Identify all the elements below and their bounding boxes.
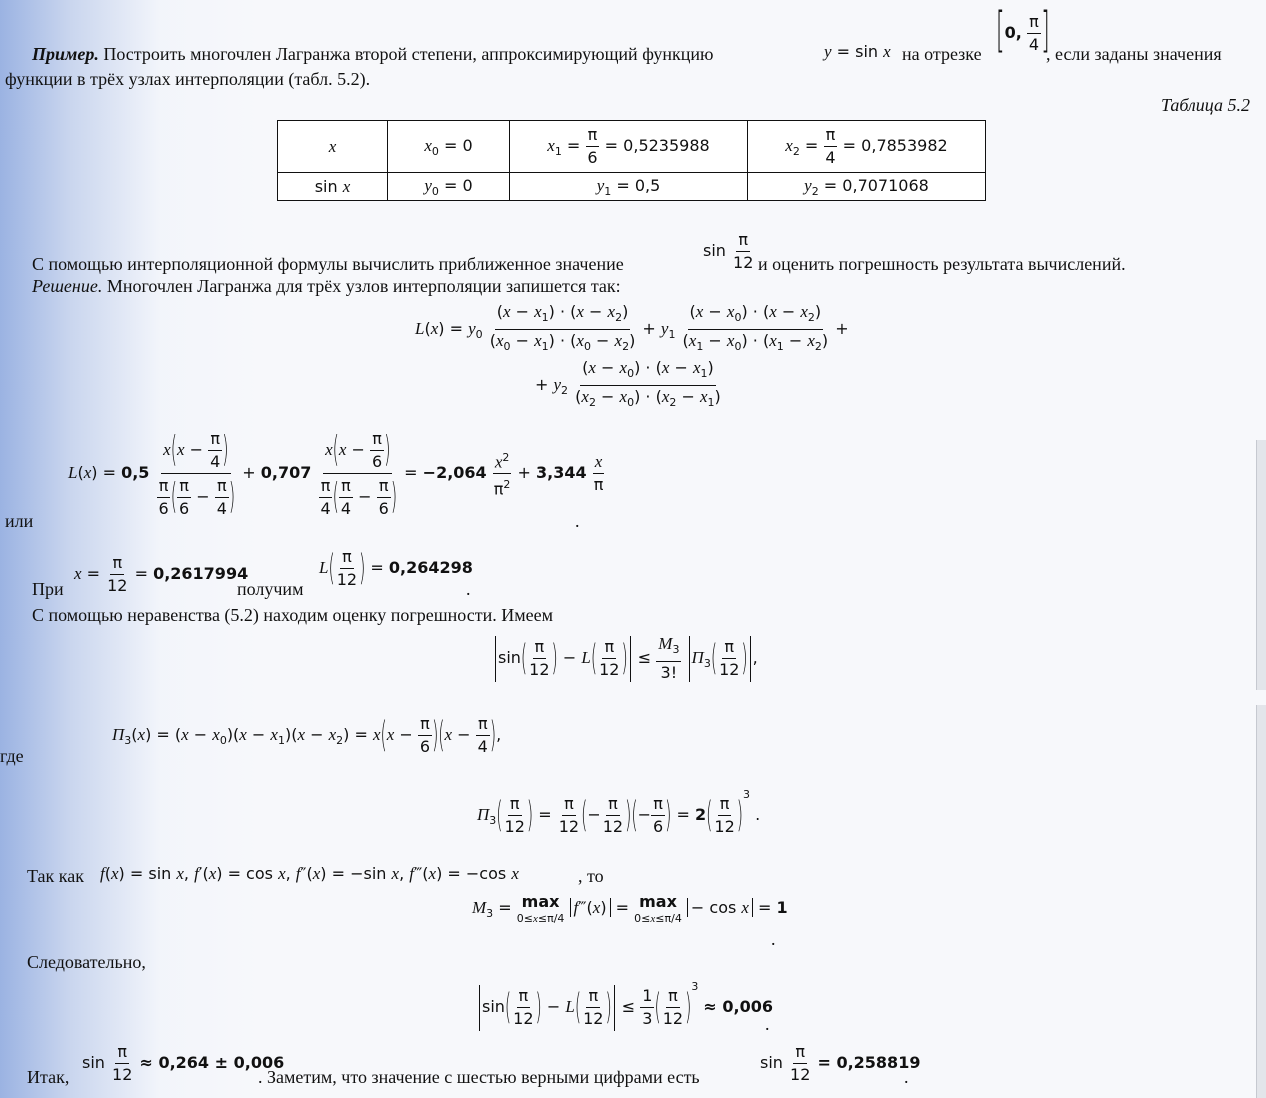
- task-text-1: С помощью интерполяционной формулы вычислить приближенное значение: [32, 254, 624, 274]
- intro-line-2: функции в трёх узлах интерполяции (табл. 5.2).: [5, 69, 371, 89]
- solution-text: Многочлен Лагранжа для трёх узлов интерполяции запишется так:: [106, 276, 621, 296]
- pi3-definition: $П_3(x) = (x - x_0)(x - x_1)(x - x_2) = x(x$ − $\frac{\pi}{6}$ )(x − $\frac{\pi}{4}$ ),: [112, 713, 502, 756]
- solution-label: Решение.: [32, 276, 103, 296]
- cell-y0: $y_0 = 0$: [388, 173, 510, 201]
- lagrange-substituted: L(x) = 0,5 x(x − $\frac{\pi}{4}$ ) $\frac{\pi}{6}$ ( $\frac{\pi}{6}$ − $\frac{\pi}{4}$ ) + 0,707 x(x − $\frac{\pi}{6}$ ) $\frac{\pi}{4}$ ( $\frac{\pi}{4}$ − $\frac{\pi}{6}$ ) = −2,064 $\frac{x^2}{\pi^2}$ + 3,344 $\frac{x}{\pi}$: [68, 428, 604, 518]
- cube-exponent: 3: [743, 788, 750, 801]
- table-row: [278, 173, 986, 201]
- m3-formula: $M_3$ = max 0≤x≤π/4 f‴(x) = max 0≤x≤π/4 − cos x = 1: [472, 892, 788, 925]
- final-approx: sin $\frac{\pi}{12}$ ≈ 0,264 ± 0,006: [82, 1042, 285, 1084]
- error-estimate: ≈ 0,006: [703, 997, 773, 1016]
- cell-y2: $y_2 = 0,7071068$: [748, 173, 986, 201]
- l-value-formula: L( $\frac{\pi}{12}$ ) = 0,264298: [319, 546, 473, 589]
- period: .: [466, 579, 471, 599]
- final-inequality: sin( $\frac{\pi}{12}$ ) − L( $\frac{\pi}{12}$ ) ≤ $\frac{1}{3}$ ( $\frac{\pi}{12}$ )$^3$ ≈ 0,006: [477, 980, 773, 1031]
- inequality-text: С помощью неравенства (5.2) находим оценку погрешности. Имеем: [32, 605, 553, 625]
- coef-two: 2: [695, 805, 707, 824]
- lagrange-formula-line-1: $L(x) = y_0$ $\frac{(x - x_1) \cdot (x - x_2)}{(x_0 - x_1) \cdot (x_0 - x_2)}$ + $y_1$ $\frac{(x - x_0) \cdot (x - x_2)}{(x_1 - x_0) \cdot (x_1 - x_2)}$ +: [415, 302, 849, 353]
- period: .: [771, 929, 776, 949]
- intro-function: y = sin x: [824, 42, 891, 61]
- word-pri: При: [32, 579, 64, 599]
- table-caption: Таблица 5.2: [1160, 95, 1250, 115]
- error-inequality: sin( $\frac{\pi}{12}$ ) − L( $\frac{\pi}{12}$ ) ≤ $\frac{M_3}{3!}$ $П_3$( $\frac{\pi}{12}$ ) ,: [493, 634, 758, 683]
- interval-formula: [0, $\frac{\pi}{4}$ ]: [996, 4, 1050, 59]
- table-row: [278, 121, 986, 173]
- intro-text-2: на отрезке: [902, 44, 982, 64]
- period: .: [765, 1014, 770, 1034]
- x-value: 0,2617994: [153, 564, 249, 583]
- cell-x1: $x_1$ = $\frac{\pi}{6}$ = 0,5235988: [510, 121, 748, 173]
- word-itak: Итак,: [27, 1067, 70, 1087]
- word-poluchim: получим: [237, 579, 304, 599]
- derivatives: f(x) = sin x, f′(x) = cos x, f″(x) = −sin x, f‴(x) = −cos x: [100, 864, 519, 883]
- scrollbar-upper[interactable]: [1256, 440, 1266, 690]
- word-tak-kak: Так как: [27, 866, 84, 886]
- m3-value: 1: [776, 898, 788, 917]
- coef-05: 0,5: [121, 463, 150, 482]
- zametim-text: . Заметим, что значение с шестью верными цифрами есть: [258, 1067, 700, 1087]
- cell-x0: $x_0 = 0$: [388, 121, 510, 173]
- intro-line-1: [32, 44, 714, 65]
- exact-value: sin $\frac{\pi}{12}$ = 0,258819: [760, 1042, 921, 1084]
- word-gde: где: [0, 746, 24, 766]
- solution-line: [32, 276, 621, 297]
- cell-x2: $x_2$ = $\frac{\pi}{4}$ = 0,7853982: [748, 121, 986, 173]
- l-value: 0,264298: [388, 558, 473, 577]
- cell-x-header: x: [278, 121, 388, 173]
- scrollbar-lower[interactable]: [1256, 705, 1266, 1098]
- period: .: [904, 1067, 909, 1087]
- cell-sin-header: sin x: [278, 173, 388, 201]
- word-ili: или: [5, 511, 34, 531]
- word-sledovatelno: Следовательно,: [27, 952, 146, 972]
- task-sin-expr: sin $\frac{\pi}{12}$: [703, 230, 754, 272]
- task-text-2: и оценить погрешность результата вычислений.: [758, 254, 1126, 274]
- exact-value-number: = 0,258819: [817, 1053, 921, 1072]
- lagrange-formula-line-2: + $y_2$ $\frac{(x - x_0) \cdot (x - x_1)}{(x_2 - x_0) \cdot (x_2 - x_1)}$: [535, 358, 721, 409]
- coef-0707: 0,707: [260, 463, 312, 482]
- nodes-table: [277, 120, 986, 201]
- coef-b: 3,344: [536, 463, 587, 482]
- pi3-value: $П_3$( $\frac{\pi}{12}$ ) = $\frac{\pi}{12}$ (− $\frac{\pi}{12}$ )(− $\frac{\pi}{6}$ ) = 2( $\frac{\pi}{12}$ )$^3$ .: [477, 788, 761, 836]
- word-to: , то: [578, 866, 604, 886]
- example-label: Пример.: [32, 44, 99, 64]
- coef-a: −2,064: [422, 463, 487, 482]
- x-value-formula: x = $\frac{\pi}{12}$ = 0,2617994: [74, 553, 249, 595]
- final-approx-value: ≈ 0,264 ± 0,006: [139, 1053, 285, 1072]
- period: .: [575, 511, 580, 531]
- intro-text-3: , если заданы значения: [1046, 44, 1222, 64]
- cell-y1: $y_1 = 0,5$: [510, 173, 748, 201]
- intro-text-1: Построить многочлен Лагранжа второй степени, аппроксимирующий функцию: [103, 44, 714, 64]
